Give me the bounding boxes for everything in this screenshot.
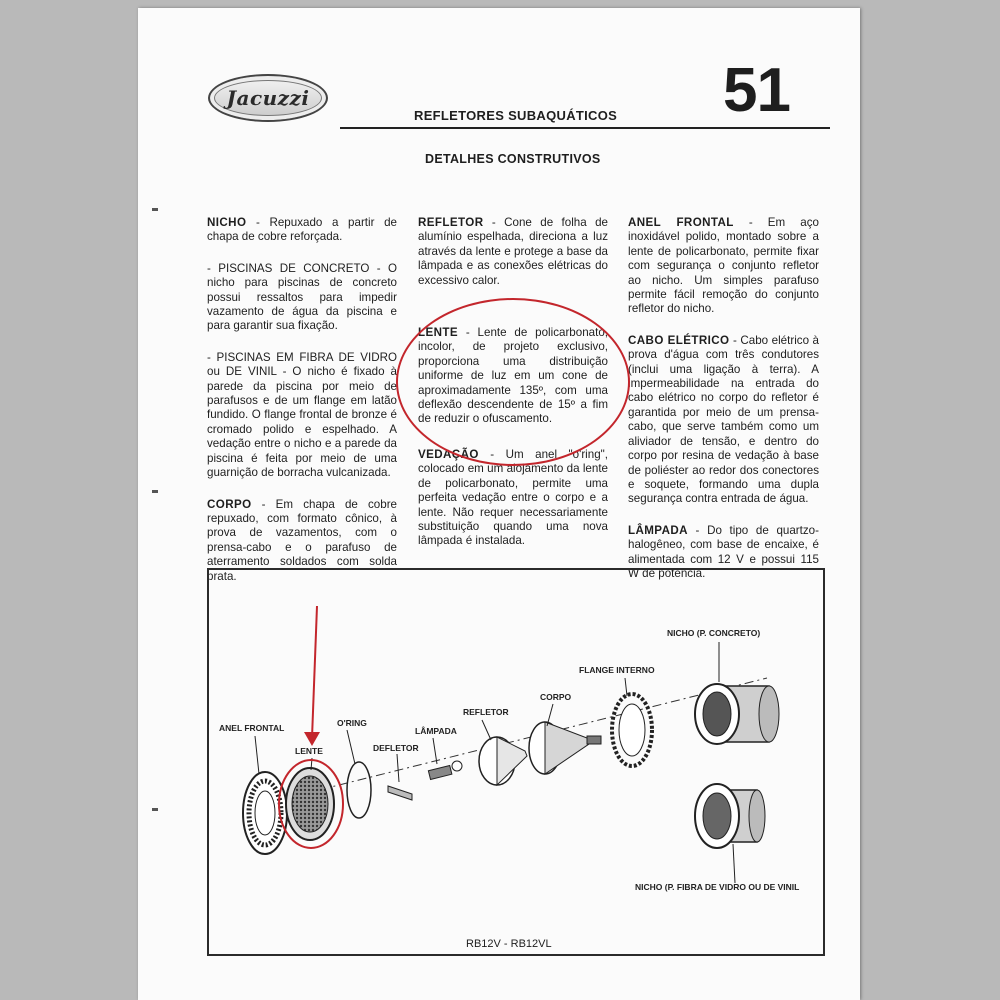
- nicho-concreto-part: [695, 684, 779, 744]
- diagram-caption: RB12V - RB12VL: [466, 938, 552, 950]
- nicho-fibra-part: [695, 784, 765, 848]
- label-corpo: CORPO: [540, 692, 572, 702]
- red-arrow-shaft: [312, 606, 317, 738]
- paragraph-lente: LENTE - Lente de policarbonato, incolor, de projeto exclusivo, proporciona uma distribuição uniforme de luz em um cone de aproximadamente 135º, com uma deflexão descendente de 15º a fim de reduzir o ofuscamento.: [418, 326, 608, 426]
- term-cabo-eletrico: CABO ELÉTRICO: [628, 333, 730, 347]
- label-refletor: REFLETOR: [463, 707, 509, 717]
- lampada-part: [428, 761, 462, 780]
- paragraph-corpo: CORPO - Em chapa de cobre repuxado, com formato cônico, à prova de vazamentos, com o prensa-cabo e o parafuso de aterramento soldados com solda prata.: [207, 497, 397, 583]
- paragraph-anel-frontal: ANEL FRONTAL - Em aço inoxidável polido, montado sobre a lente de policarbonato, permite fixar com segurança o conjunto refletor ao nicho. Um simples parafuso permite fácil remoção do conjunto refletor do nicho.: [628, 216, 819, 316]
- red-annotation-circle: [396, 298, 630, 466]
- paragraph-vedacao: VEDAÇÃO - Um anel "o'ring", colocado em um alojamento da lente de policarbonato, permite uma perfeita vedação entre o corpo e a lente. Não requer necessariamente substituição quando uma nova lâmpada é instalada.: [418, 447, 608, 548]
- punch-hole-mark: [152, 490, 158, 493]
- label-nicho-fibra: NICHO (P. FIBRA DE VIDRO OU DE VINIL: [635, 882, 800, 892]
- term-lampada: LÂMPADA: [628, 523, 688, 537]
- label-lampada: LÂMPADA: [415, 726, 457, 736]
- label-oring: O'RING: [337, 718, 367, 728]
- term-refletor: REFLETOR: [418, 216, 484, 229]
- jacuzzi-logo: [208, 74, 328, 122]
- term-corpo: CORPO: [207, 497, 252, 511]
- oring-part: [347, 762, 371, 818]
- label-defletor: DEFLETOR: [373, 743, 419, 753]
- paragraph-lampada: LÂMPADA - Do tipo de quartzo-halogêneo, com base de encaixe, é alimentada com 12 V e possui 115 W de potência.: [628, 523, 819, 580]
- label-lente: LENTE: [295, 746, 323, 756]
- paragraph-piscinas-concreto: - PISCINAS DE CONCRETO - O nicho para piscinas de concreto possui ressaltos para impedir vazamento de água da piscina e para garantir sua fixação.: [207, 261, 397, 333]
- defletor-part: [388, 786, 412, 800]
- term-vedacao: VEDAÇÃO: [418, 447, 479, 461]
- text-column-3: [628, 216, 819, 598]
- exploded-view-diagram: [207, 568, 825, 956]
- section-subtitle: DETALHES CONSTRUTIVOS: [425, 152, 601, 166]
- term-nicho: NICHO: [207, 216, 247, 229]
- refletor-part: [479, 737, 527, 785]
- paragraph-refletor: REFLETOR - Cone de folha de alumínio espelhada, direciona a luz através da lente e protege a base da lâmpada e as conexões elétricas do excessivo calor.: [418, 216, 608, 287]
- text-column-1: [207, 216, 397, 601]
- red-arrow-head: [304, 732, 320, 746]
- term-anel-frontal: ANEL FRONTAL: [628, 216, 734, 229]
- paragraph-piscinas-fibra: - PISCINAS EM FIBRA DE VIDRO ou DE VINIL - O nicho é fixado à parede da piscina por meio de parafusos e de um flange em latão fundido. O flange frontal de bronze é cromado polido e espelhado. A vedação entre o nicho e a parede da piscina é feita por meio de uma guarnição de borracha vulcanizada.: [207, 350, 397, 480]
- label-flange-interno: FLANGE INTERNO: [579, 665, 655, 675]
- logo-text: Jacuzzi: [226, 86, 310, 110]
- punch-hole-mark: [152, 808, 158, 811]
- label-nicho-concreto: NICHO (P. CONCRETO): [667, 628, 761, 638]
- label-anel-frontal: ANEL FRONTAL: [219, 723, 285, 733]
- lente-part: [286, 768, 334, 840]
- term-lente: LENTE: [418, 326, 459, 340]
- flange-interno-part: [612, 694, 652, 766]
- header-title: REFLETORES SUBAQUÁTICOS: [414, 108, 618, 123]
- page-number: 51: [723, 56, 790, 125]
- punch-hole-mark: [152, 208, 158, 211]
- corpo-part: [529, 722, 601, 774]
- paragraph-cabo-eletrico: CABO ELÉTRICO - Cabo elétrico à prova d'água com três condutores (inclui uma ligação à terra). A impermeabilidade na entrada do cabo elétrico no corpo do refletor é garantida por meio de um prensa-cabo, que serve também como um aliviador de tensão, e dentro do corpo por resina de vedação à base de poliéster ao redor dos conectores e soquete, formando uma dupla segurança contra entrada de água.: [628, 333, 819, 506]
- paragraph-nicho: NICHO - Repuxado a partir de chapa de cobre reforçada.: [207, 216, 397, 244]
- header-divider: [340, 127, 830, 129]
